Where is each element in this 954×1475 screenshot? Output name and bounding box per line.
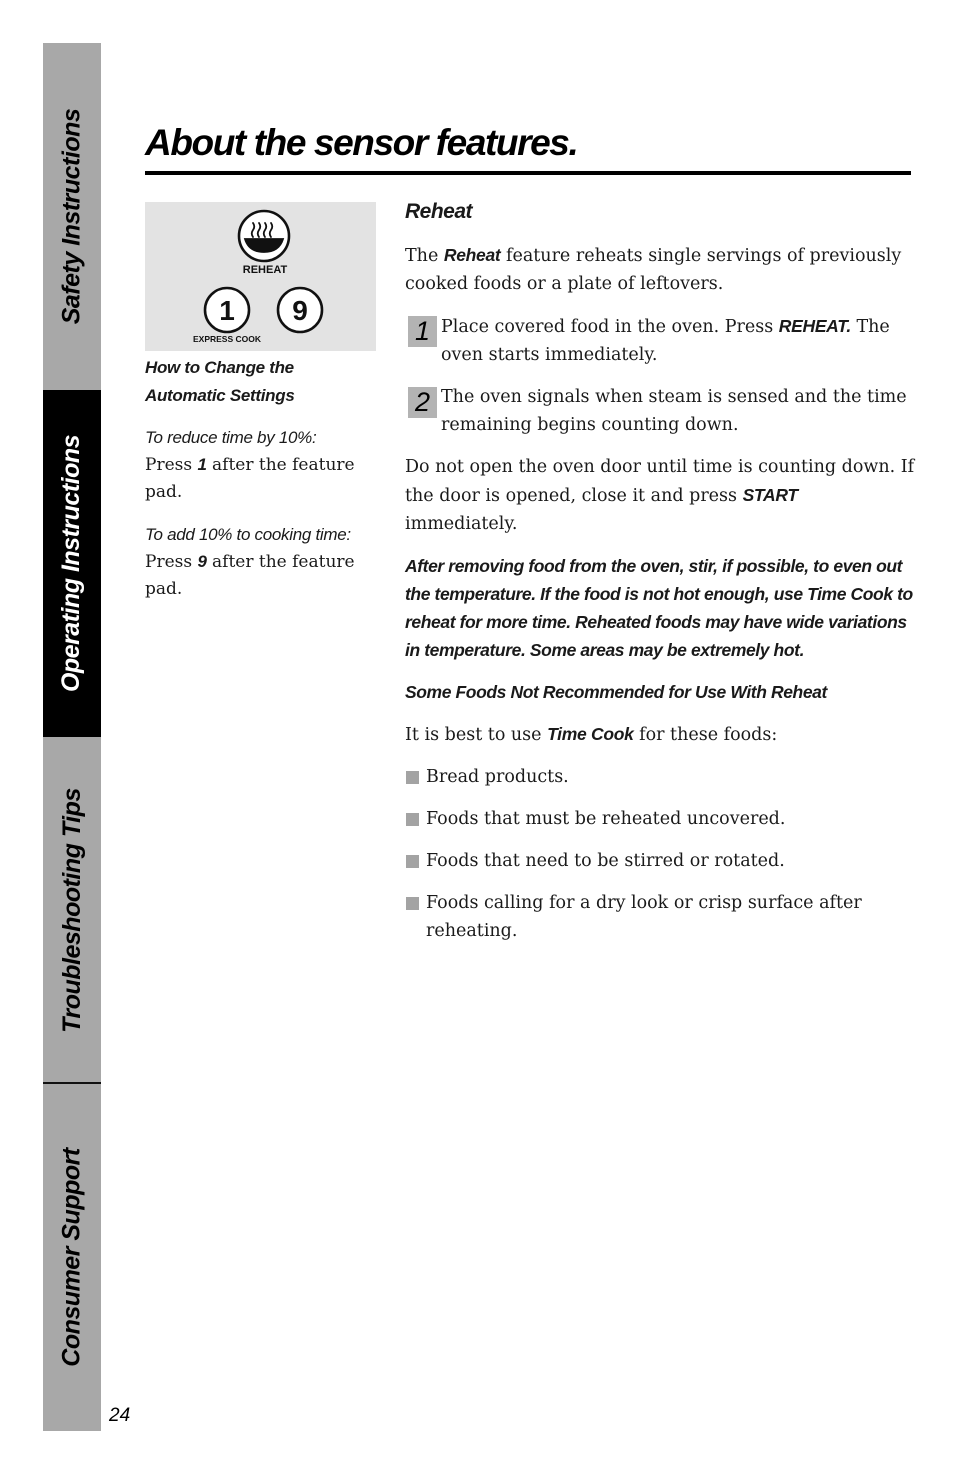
title-rule — [145, 171, 911, 175]
intro-paragraph: The Reheat feature reheats single servings of previously cooked foods or a plate of leftovers. — [405, 245, 902, 294]
settings-sidebar — [145, 354, 385, 603]
list-item: Bread products. — [405, 763, 915, 791]
side-tab-strip — [43, 43, 101, 1431]
tab-operating-instructions[interactable] — [43, 390, 101, 737]
reheat-pad — [239, 211, 289, 276]
step-number: 2 — [408, 387, 437, 418]
step-text: The oven signals when steam is sensed and the time remaining begins counting down. — [441, 387, 907, 435]
express-cook-label: EXPRESS COOK — [192, 334, 262, 344]
list-item: Foods that need to be stirred or rotated. — [405, 847, 915, 875]
list-item: Foods calling for a dry look or crisp surface after reheating. — [405, 889, 915, 945]
tab-label: Operating Instructions — [57, 434, 86, 693]
key-1-label: 1 — [219, 295, 235, 326]
add-time-title: To add 10% to cooking time: — [145, 525, 351, 544]
step-2 — [405, 383, 915, 439]
add-time-instruction: Press 9 after the feature pad. — [145, 552, 355, 599]
door-note: Do not open the oven door until time is counting down. If the door is opened, close it and press START immediately. — [405, 457, 915, 534]
main-content — [405, 197, 915, 945]
step-text: Place covered food in the oven. Press REHEAT. The oven starts immediately. — [441, 316, 890, 365]
reduce-time-instruction: Press 1 after the feature pad. — [145, 455, 355, 502]
page-number: 24 — [109, 1405, 131, 1426]
tab-safety-instructions[interactable] — [43, 43, 101, 390]
tab-label: Safety Instructions — [57, 108, 86, 325]
tab-troubleshooting-tips[interactable] — [43, 737, 101, 1084]
reheat-pad-label: REHEAT — [242, 264, 288, 276]
tab-label: Consumer Support — [57, 1148, 86, 1367]
best-use-paragraph: It is best to use Time Cook for these foods: — [405, 724, 778, 745]
settings-heading: How to Change the Automatic Settings — [145, 358, 295, 405]
tab-label: Troubleshooting Tips — [57, 788, 86, 1033]
reduce-time-title: To reduce time by 10%: — [145, 428, 317, 447]
bullet-square-icon — [406, 813, 419, 826]
list-item: Foods that must be reheated uncovered. — [405, 805, 915, 833]
control-panel-illustration — [145, 202, 376, 351]
key-9-label: 9 — [292, 295, 308, 326]
bullet-square-icon — [406, 897, 419, 910]
section-title: Reheat — [405, 200, 473, 223]
step-1 — [405, 312, 915, 369]
key-9 — [278, 288, 322, 332]
step-number: 1 — [408, 316, 437, 347]
page-title: About the sensor features. — [145, 122, 578, 163]
keypad-diagram — [145, 202, 376, 351]
warning-paragraph: After removing food from the oven, stir, if possible, to even out the temperature. If the food is not hot enough, use Time Cook to reheat for more time. Reheated foods may have wide variations in temperature. Some areas may be extremely hot. — [405, 556, 913, 660]
key-1 — [193, 288, 262, 344]
tab-consumer-support[interactable] — [43, 1084, 101, 1431]
bullet-square-icon — [406, 855, 419, 868]
not-recommended-title: Some Foods Not Recommended for Use With Reheat — [405, 682, 827, 702]
bullet-square-icon — [406, 771, 419, 784]
